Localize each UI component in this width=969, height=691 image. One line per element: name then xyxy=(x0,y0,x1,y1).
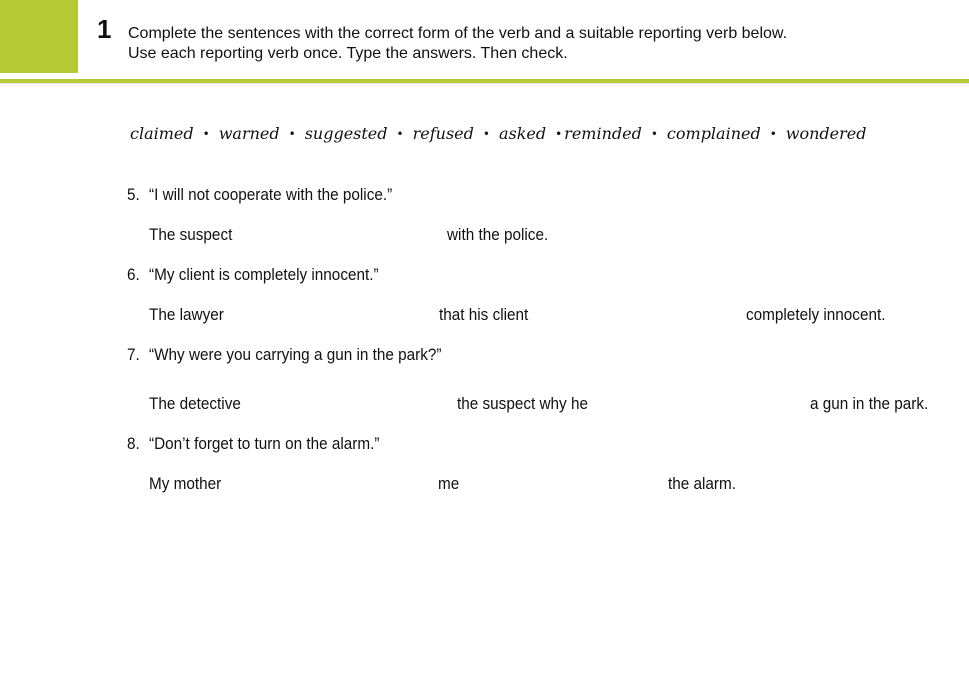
header-divider-shadow xyxy=(0,83,969,86)
item-quote: “I will not cooperate with the police.” xyxy=(149,185,393,204)
instruction-line-1: Complete the sentences with the correct form of the verb and a suitable reporting verb below. xyxy=(128,25,788,42)
sentence-text: a gun in the park. xyxy=(810,394,929,413)
word-bank-item: reminded xyxy=(564,124,642,143)
sentence-text: The suspect xyxy=(149,225,233,244)
sentence-text: the alarm. xyxy=(668,474,737,493)
header-accent-block xyxy=(0,0,78,73)
item-quote: “My client is completely innocent.” xyxy=(149,265,379,284)
item-number: 8. xyxy=(127,434,140,453)
word-bank-item: suggested xyxy=(304,124,388,143)
bullet-separator: • xyxy=(650,127,658,141)
bullet-separator: • xyxy=(396,127,404,141)
item-number: 7. xyxy=(127,345,140,364)
word-bank-item: complained xyxy=(666,124,761,143)
bullet-separator: • xyxy=(288,127,296,141)
item-quote: “Don’t forget to turn on the alarm.” xyxy=(149,434,380,453)
sentence-text: The detective xyxy=(149,394,241,413)
word-bank-item: warned xyxy=(218,124,280,143)
bullet-separator: • xyxy=(769,127,777,141)
answer-blank[interactable] xyxy=(238,304,434,326)
word-bank-item: refused xyxy=(412,124,474,143)
exercise-instructions xyxy=(128,24,787,64)
answer-blank[interactable] xyxy=(246,224,442,246)
sentence-text: The lawyer xyxy=(149,305,224,324)
sentence-text: that his client xyxy=(439,305,529,324)
answer-blank[interactable] xyxy=(610,393,804,415)
word-bank xyxy=(130,122,867,147)
sentence-text: completely innocent. xyxy=(746,305,886,324)
answer-blank[interactable] xyxy=(257,393,452,415)
item-number: 5. xyxy=(127,185,140,204)
word-bank-item: asked xyxy=(498,124,547,143)
bullet-separator: • xyxy=(555,127,563,141)
sentence-text: with the police. xyxy=(447,225,549,244)
instruction-line-2: Use each reporting verb once. Type the answers. Then check. xyxy=(128,45,568,62)
word-bank-item: wondered xyxy=(785,124,867,143)
item-number: 6. xyxy=(127,265,140,284)
sentence-text: me xyxy=(438,474,460,493)
answer-blank[interactable] xyxy=(468,473,663,495)
item-quote: “Why were you carrying a gun in the park?” xyxy=(149,345,442,364)
answer-blank[interactable] xyxy=(546,304,740,326)
bullet-separator: • xyxy=(482,127,490,141)
answer-blank[interactable] xyxy=(238,473,433,495)
word-bank-item: claimed xyxy=(130,124,194,143)
sentence-text: My mother xyxy=(149,474,222,493)
exercise-number: 1 xyxy=(97,14,112,44)
bullet-separator: • xyxy=(202,127,210,141)
sentence-text: the suspect why he xyxy=(457,394,588,413)
